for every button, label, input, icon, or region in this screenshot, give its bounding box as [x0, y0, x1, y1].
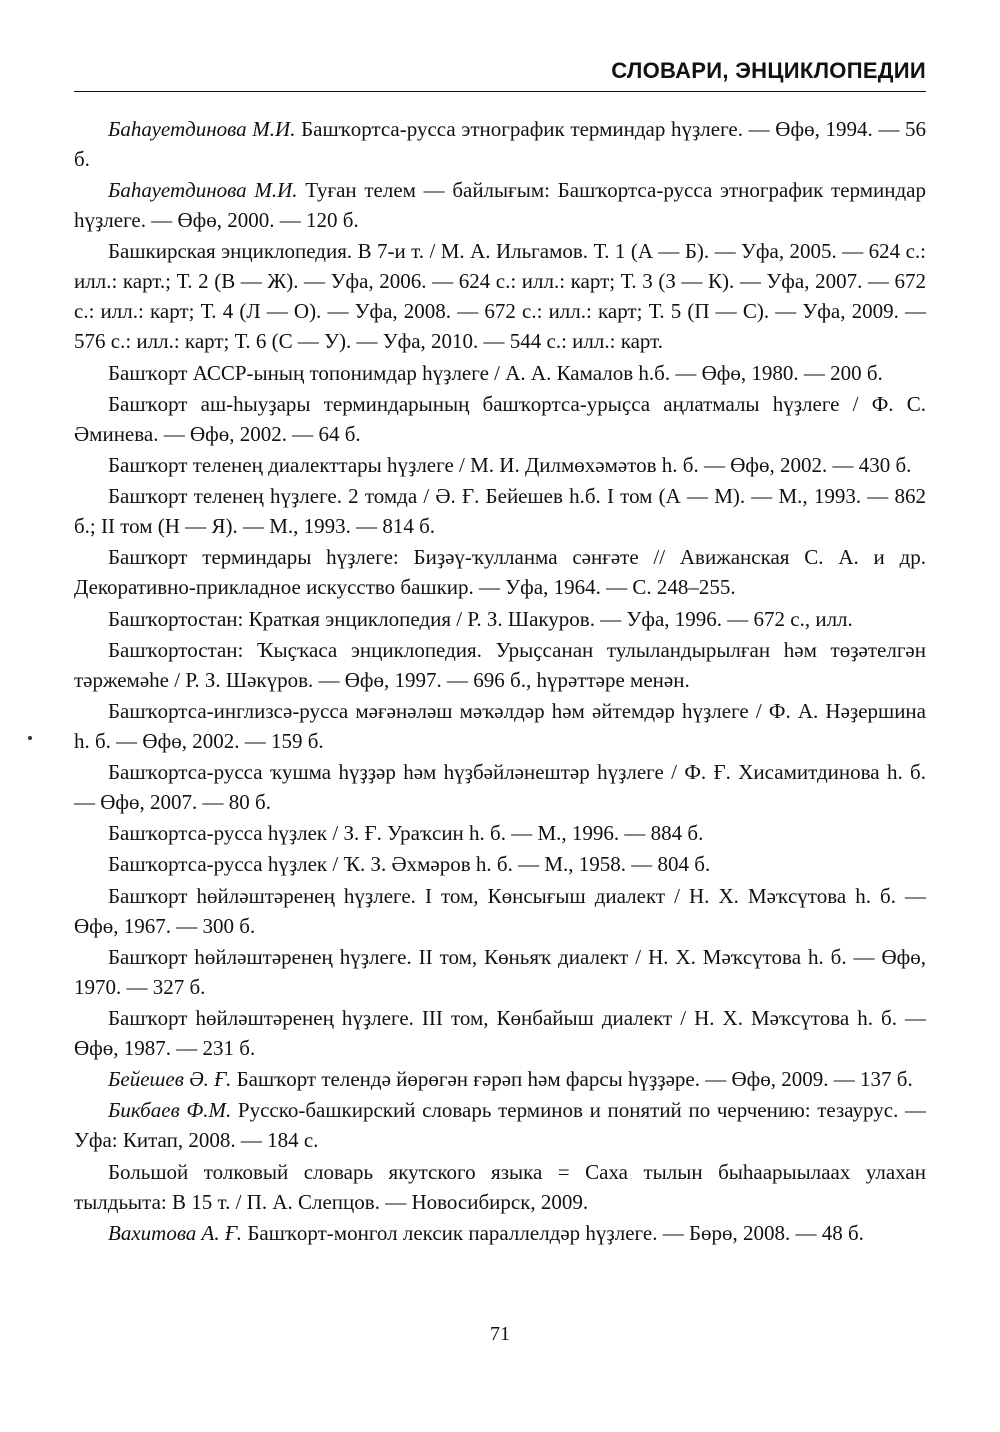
bibliography-list [74, 114, 926, 1249]
bibliography-entry [74, 881, 926, 941]
entry-author: Бейешев Ә. Ғ. [108, 1067, 232, 1092]
entry-text: Большой толковый словарь якутского языка = Саха тылын быһаарыылаах улахан тылдьыта: В 15 т. / П. А. Слепцов. — Новосибирск, 2009. [74, 1159, 926, 1214]
page-number: 71 [490, 1323, 510, 1345]
header-rule [74, 91, 926, 92]
entry-text: Башҡорт терминдары һүҙлеге: Биҙәү-ҡулланма сәнғәте // Авижанская С. А. и др. Декоративно-прикладное искусство башкир. — Уфа, 1964. — С. 248–255. [74, 545, 926, 600]
entry-text: Башҡортса-русса һүҙлек / Ҡ. З. Әхмәров һ. б. — М., 1958. — 804 б. [108, 852, 711, 877]
entry-text: Башҡортса-русса этнографик терминдар һүҙлеге. — Өфө, 1994. — 56 б. [74, 117, 927, 171]
running-header: СЛОВАРИ, ЭНЦИКЛОПЕДИИ [611, 58, 926, 83]
entry-text: Русско-башкирский словарь терминов и понятий по черчению: тезаурус. — Уфа: Китап, 2008. — 184 с. [74, 1098, 926, 1153]
entry-text: Башҡортса-инглизсә-русса мәғәнәләш мәҡәлдәр һәм әйтемдәр һүҙлеге / Ф. А. Нәҙершина һ. б. — Өфө, 2002. — 159 б. [74, 698, 926, 753]
entry-text: Башҡорт һөйләштәренең һүҙлеге. II том, Көньяҡ диалект / Н. Х. Мәҡсүтова һ. б. — Өфө, 1970. — 327 б. [74, 944, 926, 999]
bibliography-entry [74, 236, 926, 356]
entry-text: Башкирская энциклопедия. В 7-и т. / М. А. Ильгамов. Т. 1 (А — Б). — Уфа, 2005. — 624 с.: илл.: карт.; Т. 2 (В — Ж). — Уфа, 2006. — 624 с.: илл.: карт; Т. 3 (З — К). — Уфа, 2007. — 672 с.: илл.: карт; Т. 4 (Л — О). — Уфа, 2008. — 672 с.: илл.: карт; Т. 5 (П — С). — Уфа, 2009. — 576 с.: илл.: карт; Т. 6 (С — У). — Уфа, 2010. — 544 с.: илл.: карт. [74, 239, 926, 354]
entry-text: Башҡорт һөйләштәренең һүҙлеге. III том, Көнбайыш диалект / Н. Х. Мәҡсүтова һ. б. — Өфө, 1987. — 231 б. [74, 1006, 926, 1060]
bibliography-entry [74, 696, 926, 756]
entry-text: Башҡортостан: Ҡыҫҡаса энциклопедия. Урыҫсанан тулыландырылған һәм төҙәтелгән тәржемәһе / Р. З. Шәкүров. — Өфө, 1997. — 696 б., һүрәттәре менән. [74, 637, 926, 692]
entry-text: Башҡортса-русса һүҙлек / З. Ғ. Ураҡсин һ. б. — М., 1996. — 884 б. [108, 821, 704, 846]
bibliography-entry [74, 1218, 926, 1248]
bibliography-entry [74, 450, 926, 480]
bibliography-entry [74, 358, 926, 388]
entry-author: Бикбаев Ф.М. [108, 1098, 232, 1123]
bibliography-entry [74, 757, 926, 817]
entry-text: Башҡорт һөйләштәренең һүҙлеге. I том, Көнсығыш диалект / Н. Х. Мәҡсүтова һ. б. — Өфө, 1967. — 300 б. [74, 883, 926, 938]
entry-text: Башҡорт-монгол лексик параллелдәр һүҙлеге. — Бөрө, 2008. — 48 б. [242, 1220, 864, 1245]
bibliography-entry [74, 1157, 926, 1217]
bibliography-entry [74, 635, 926, 695]
bibliography-entry [74, 114, 926, 174]
entry-text: Башҡорт теленең һүҙлеге. 2 томда / Ә. Ғ. Бейешев һ.б. I том (А — М). — М., 1993. — 862 б.; II том (Н — Я). — М., 1993. — 814 б. [74, 484, 926, 539]
entry-text: Башҡортса-русса ҡушма һүҙҙәр һәм һүҙбәйләнештәр һүҙлеге / Ф. Ғ. Хисамитдинова һ. б. — Өфө, 2007. — 80 б. [74, 760, 926, 815]
bibliography-entry [74, 604, 926, 634]
bibliography-entry [74, 1003, 926, 1063]
bibliography-entry [74, 542, 926, 602]
bibliography-entry [74, 175, 926, 235]
entry-text: Башҡорт АССР-ының топонимдар һүҙлеге / А. А. Камалов һ.б. — Өфө, 1980. — 200 б. [108, 360, 883, 385]
margin-dot [28, 736, 32, 740]
bibliography-entry [74, 1064, 926, 1094]
entry-author: Баһауетдинова М.И. [108, 117, 296, 141]
bibliography-entry [74, 942, 926, 1002]
entry-text: Башҡорт аш-һыуҙары терминдарының башҡортса-урыҫса аңлатмалы һүҙлеге / Ф. С. Әминева. — Өфө, 2002. — 64 б. [74, 391, 926, 446]
bibliography-entry [74, 1095, 926, 1155]
entry-text: Башҡорт телендә йөрөгән ғәрәп һәм фарсы һүҙҙәре. — Өфө, 2009. — 137 б. [231, 1067, 913, 1092]
document-page [74, 0, 926, 1432]
bibliography-entry [74, 389, 926, 449]
bibliography-entry [74, 481, 926, 541]
entry-author: Вахитова А. Ғ. [108, 1220, 243, 1245]
entry-author: Баһауетдинова М.И. [108, 178, 298, 203]
bibliography-entry [74, 818, 926, 848]
entry-text: Башҡорт теленең диалекттары һүҙлеге / М. И. Дилмөхәмәтов һ. б. — Өфө, 2002. — 430 б. [108, 452, 912, 477]
entry-text: Туған телем — байлығым: Башҡортса-русса этнографик терминдар һүҙлеге. — Өфө, 2000. — 120 б. [74, 178, 927, 233]
bibliography-entry [74, 849, 926, 879]
entry-text: Башҡортостан: Краткая энциклопедия / Р. З. Шакуров. — Уфа, 1996. — 672 с., илл. [108, 606, 853, 631]
